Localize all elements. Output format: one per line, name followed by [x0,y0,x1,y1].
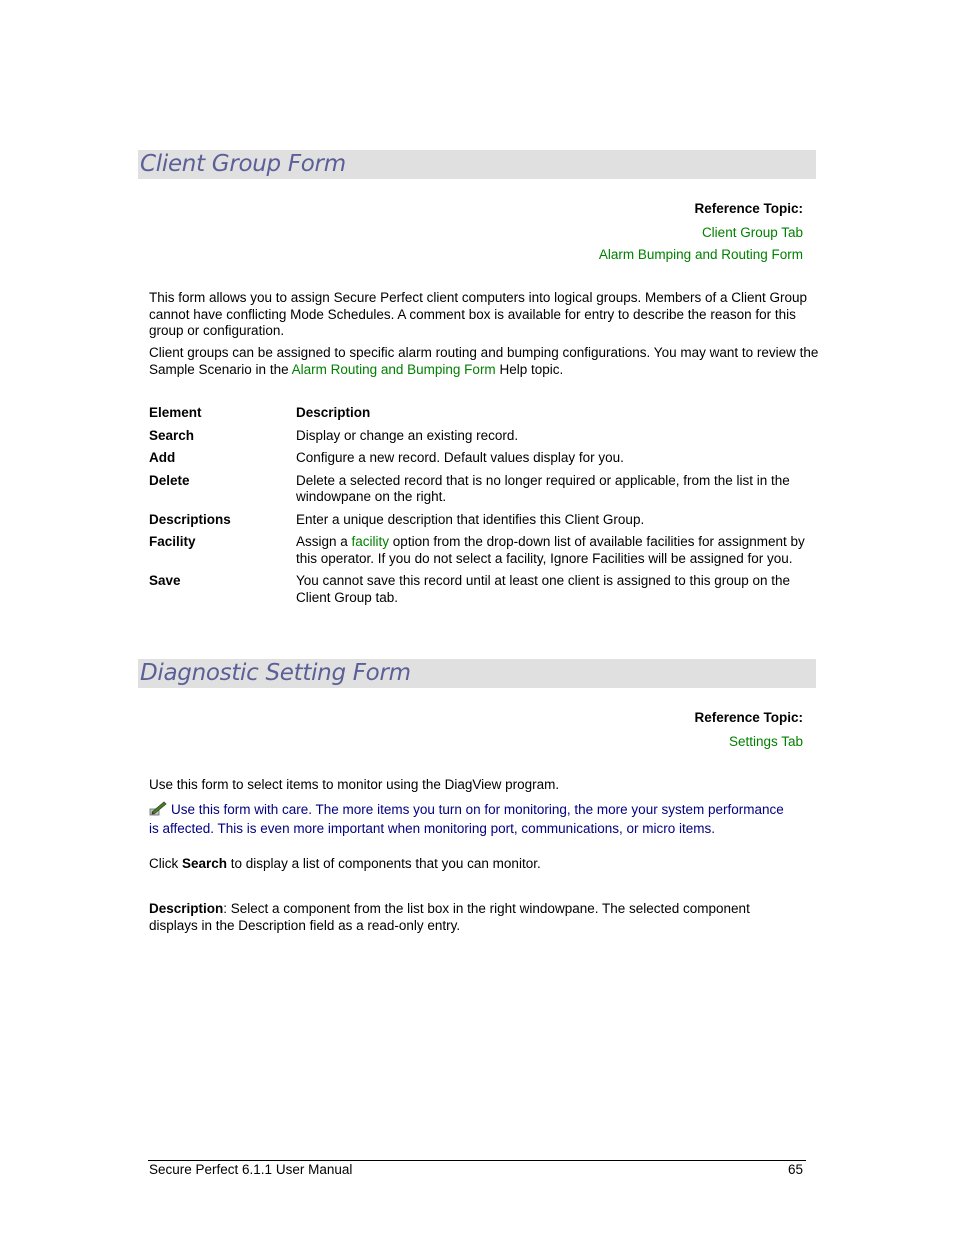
reference-topics [599,201,803,270]
search-paragraph [149,856,819,873]
link-facility[interactable]: facility [351,534,390,549]
link-settings-tab[interactable]: Settings Tab [728,733,803,749]
reference-topic-label: Reference Topic: [694,710,803,725]
element-description-table [149,405,816,612]
description-text: Assign a [296,534,352,549]
table-row [149,512,816,535]
table-row [149,473,816,512]
column-header-description: Description [296,405,371,420]
description-cell: Enter a unique description that identifies this Client Group. [296,511,645,527]
section-title: Diagnostic Setting Form [140,660,411,686]
note-pen-icon [149,800,167,821]
element-cell: Save [149,573,181,588]
table-row [149,428,816,451]
footer-manual-title: Secure Perfect 6.1.1 User Manual [149,1162,353,1177]
routing-paragraph [149,345,819,378]
link-client-group-tab[interactable]: Client Group Tab [701,224,803,240]
link-alarm-bumping-routing-form[interactable]: Alarm Bumping and Routing Form [598,247,803,262]
column-header-element: Element [149,405,202,420]
reference-topic-label: Reference Topic: [694,201,803,216]
link-alarm-routing-bumping-form[interactable]: Alarm Routing and Bumping Form [291,361,496,377]
description-text: option from the drop-down list of available facilities for assignment by this operator. If you do not select a facility, Ignore Facilities will be assigned for you. [296,534,805,566]
description-cell: Display or change an existing record. [296,427,519,443]
paragraph-text: Client groups can be assigned to specific alarm routing and bumping configurations. You may want to review the Sample Scenario in the [149,345,819,377]
section-header-client-group [138,150,816,179]
description-cell [296,534,816,573]
element-cell: Search [149,427,195,443]
footer-divider [148,1160,806,1161]
element-cell: Delete [149,472,190,488]
paragraph-bold: Search [182,856,228,871]
paragraph-bold: Description [149,901,224,916]
description-cell: You cannot save this record until at least one client is assigned to this group on the Client Group tab. [296,573,791,605]
table-row [149,534,816,573]
paragraph-text: : Select a component from the list box in the right windowpane. The selected component displays in the Description field as a read-only entry. [149,901,750,933]
caution-note-text: Use this form with care. The more items you turn on for monitoring, the more your system performance is affected. This is even more important when monitoring port, communications, or micro items. [149,802,784,836]
table-header-row [149,405,816,428]
footer-page-number: 65 [787,1162,803,1177]
element-cell: Facility [149,534,196,549]
element-cell: Descriptions [149,511,231,527]
paragraph-text: Help topic. [495,361,564,377]
table-row [149,450,816,473]
element-cell: Add [149,450,176,465]
description-cell: Delete a selected record that is no longer required or applicable, from the list in the windowpane on the right. [296,472,790,504]
diag-intro-paragraph: Use this form to select items to monitor using the DiagView program. [149,777,560,792]
reference-topics [694,710,803,756]
description-cell: Configure a new record. Default values display for you. [296,450,624,465]
intro-paragraph: This form allows you to assign Secure Perfect client computers into logical groups. Members of a Client Group cannot have conflicting Mode Schedules. A comment box is available for entry to describe the reason for this group or configuration. [149,290,808,338]
description-paragraph [149,901,789,934]
paragraph-text: to display a list of components that you can monitor. [227,856,541,871]
table-row [149,573,816,612]
section-header-diagnostic-setting [138,659,816,688]
section-title: Client Group Form [140,151,346,177]
paragraph-text: Click [149,856,182,871]
caution-note [149,800,789,837]
